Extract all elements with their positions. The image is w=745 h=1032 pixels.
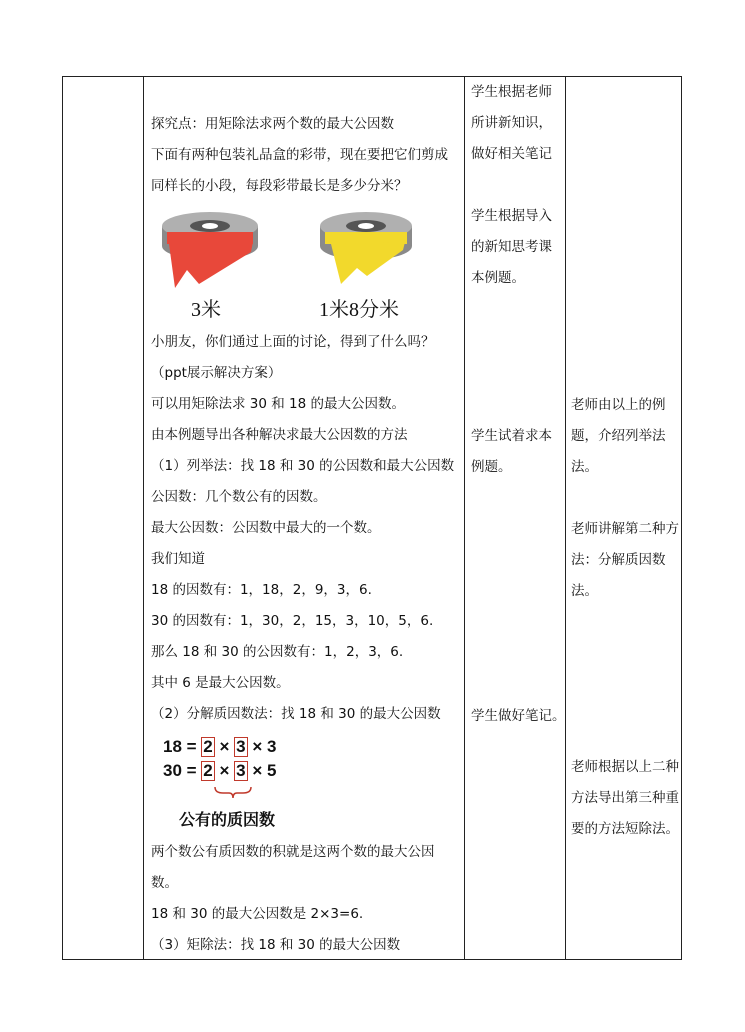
red-ribbon-spool-image: [155, 212, 265, 292]
factors-of-18: 18 的因数有：1，18，2，9，3，6.: [151, 582, 372, 598]
yellow-ribbon-spool-image: [311, 212, 421, 292]
method-intro: 可以用矩除法求 30 和 18 的最大公因数。: [151, 396, 406, 412]
eq2-times: ×: [219, 761, 230, 780]
product-explanation-line-1: 两个数公有质因数的积就是这两个数的最大公因: [151, 844, 435, 860]
problem-line-1: 下面有两种包装礼品盒的彩带，现在要把它们剪成: [151, 147, 448, 163]
discussion-question: 小朋友，你们通过上面的讨论，得到了什么吗？: [151, 334, 435, 350]
common-factor-definition: 公因数：几个数公有的因数。: [151, 489, 327, 505]
main-content-column: [151, 77, 461, 959]
brace-icon: [213, 785, 253, 799]
gcf-definition: 最大公因数：公因数中最大的一个数。: [151, 520, 381, 536]
column-divider-1: [143, 77, 144, 959]
eq2-boxed-factor-2: 3: [236, 761, 246, 780]
eq1-boxed-factor-2: 3: [236, 737, 246, 756]
yellow-ribbon-length-label: 1米8分米: [319, 299, 399, 321]
eq2-boxed-factor-1: 2: [203, 761, 213, 780]
method-1-listing: （1）列举法：找 18 和 30 的公因数和最大公因数: [151, 458, 455, 474]
gcf-result: 18 和 30 的最大公因数是 2×3=6.: [151, 906, 364, 922]
student-note-1: 学生根据老师所讲新知识，做好相关笔记: [471, 84, 552, 162]
common-prime-factors-label: 公有的质因数: [179, 810, 276, 829]
student-note-2: 学生根据导入的新知思考课本例题。: [471, 208, 552, 286]
methods-overview: 由本例题导出各种解决求最大公因数的方法: [151, 427, 408, 443]
eq1-boxed-factor-1: 2: [203, 737, 213, 756]
eq1-lhs: 18 =: [163, 737, 197, 756]
eq1-times: ×: [219, 737, 230, 756]
teacher-note-2: 老师讲解第二种方法：分解质因数法。: [571, 521, 679, 599]
ppt-note: （ppt展示解决方案）: [151, 365, 282, 381]
lesson-table: [62, 76, 682, 960]
factorization-18: [163, 737, 276, 757]
product-explanation-line-2: 数。: [151, 875, 178, 891]
we-know-text: 我们知道: [151, 551, 205, 567]
column-divider-3: [565, 77, 566, 959]
factors-of-30: 30 的因数有：1，30，2，15，3，10，5，6.: [151, 613, 434, 629]
student-note-3: 学生试着求本例题。: [471, 428, 552, 475]
red-ribbon-length-label: 3米: [191, 299, 221, 321]
exploration-heading: 探究点：用矩除法求两个数的最大公因数: [151, 116, 394, 132]
greatest-common-factor-statement: 其中 6 是最大公因数。: [151, 675, 290, 691]
teacher-activity-column: [571, 77, 679, 959]
eq1-rest: × 3: [252, 737, 277, 756]
student-activity-column: [471, 77, 566, 959]
common-factors-list: 那么 18 和 30 的公因数有：1，2，3，6.: [151, 644, 404, 660]
eq2-lhs: 30 =: [163, 761, 197, 780]
teacher-note-3: 老师根据以上二种方法导出第三种重要的方法短除法。: [571, 759, 679, 837]
column-divider-2: [464, 77, 465, 959]
method-2-prime-factorization: （2）分解质因数法：找 18 和 30 的最大公因数: [151, 706, 441, 722]
factorization-30: [163, 761, 276, 781]
teacher-note-1: 老师由以上的例题，介绍列举法法。: [571, 397, 666, 475]
eq2-rest: × 5: [252, 761, 277, 780]
student-note-4: 学生做好笔记。: [471, 708, 566, 724]
method-3-short-division: （3）矩除法：找 18 和 30 的最大公因数: [151, 937, 401, 953]
problem-line-2: 同样长的小段，每段彩带最长是多少分米？: [151, 178, 408, 194]
